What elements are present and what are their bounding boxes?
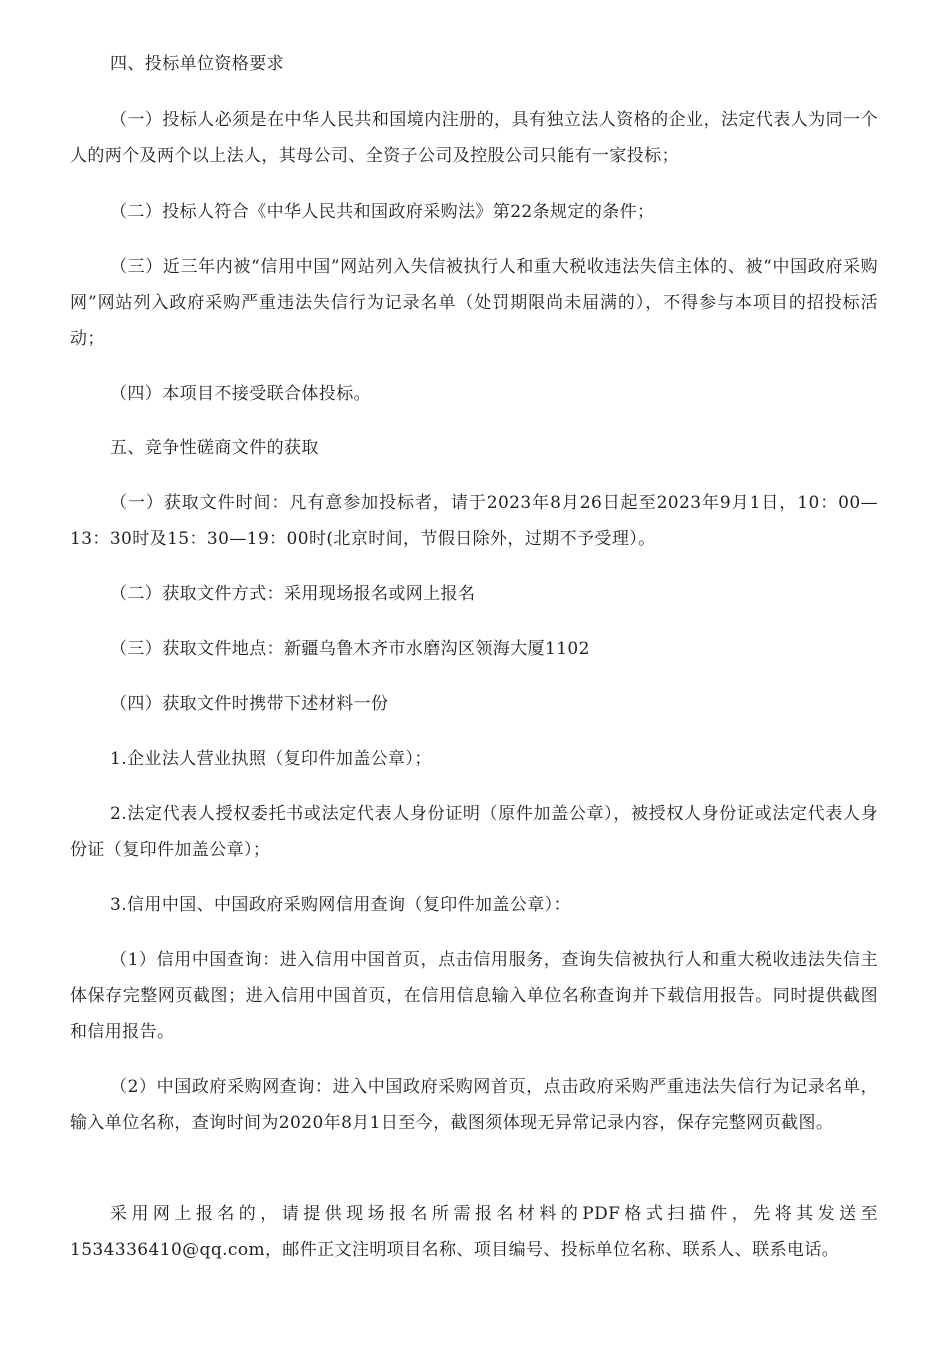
section-4-heading: 四、投标单位资格要求 (110, 54, 284, 74)
online-registration-note: 采用网上报名的，请提供现场报名所需报名材料的PDF格式扫描件，先将其发送至1534336410@qq.com，邮件正文注明项目名称、项目编号、投标单位名称、联系人、联系电话。 (70, 1204, 878, 1260)
material-1: 1.企业法人营业执照（复印件加盖公章）； (110, 749, 432, 769)
section-5-heading: 五、竞争性磋商文件的获取 (110, 438, 319, 458)
section-4-item-3: （三）近三年内被“信用中国”网站列入失信被执行人和重大税收违法失信主体的、被“中国政府采购网”网站列入政府采购严重违法失信行为记录名单（处罚期限尚未届满的），不得参与本项目的招投标活动； (70, 257, 878, 349)
section-5-item-4: （四）获取文件时携带下述材料一份 (110, 694, 389, 714)
material-3: 3.信用中国、中国政府采购网信用查询（复印件加盖公章）： (110, 895, 571, 915)
section-4-item-2: （二）投标人符合《中华人民共和国政府采购法》第22条规定的条件； (110, 202, 655, 222)
section-5-item-1: （一）获取文件时间：凡有意参加投标者，请于2023年8月26日起至2023年9月1日，10：00—13：30时及15：30—19：00时(北京时间，节假日除外，过期不予受理）。 (70, 493, 878, 549)
ccgp-query: （2）中国政府采购网查询：进入中国政府采购网首页，点击政府采购严重违法失信行为记录名单，输入单位名称，查询时间为2020年8月1日至今，截图须体现无异常记录内容，保存完整网页截图。 (70, 1077, 878, 1133)
section-5-item-2: （二）获取文件方式：采用现场报名或网上报名 (110, 584, 476, 604)
material-2: 2.法定代表人授权委托书或法定代表人身份证明（原件加盖公章），被授权人身份证或法定代表人身份证（复印件加盖公章）； (70, 804, 878, 860)
section-5-item-3: （三）获取文件地点：新疆乌鲁木齐市水磨沟区领海大厦1102 (110, 639, 590, 659)
credit-china-query: （1）信用中国查询：进入信用中国首页，点击信用服务，查询失信被执行人和重大税收违法失信主体保存完整网页截图；进入信用中国首页，在信用信息输入单位名称查询并下载信用报告。同时提供截图和信用报告。 (70, 950, 878, 1042)
section-4-item-4: （四）本项目不接受联合体投标。 (110, 384, 371, 404)
section-4-item-1: （一）投标人必须是在中华人民共和国境内注册的，具有独立法人资格的企业，法定代表人为同一个人的两个及两个以上法人，其母公司、全资子公司及控股公司只能有一家投标； (70, 110, 878, 166)
